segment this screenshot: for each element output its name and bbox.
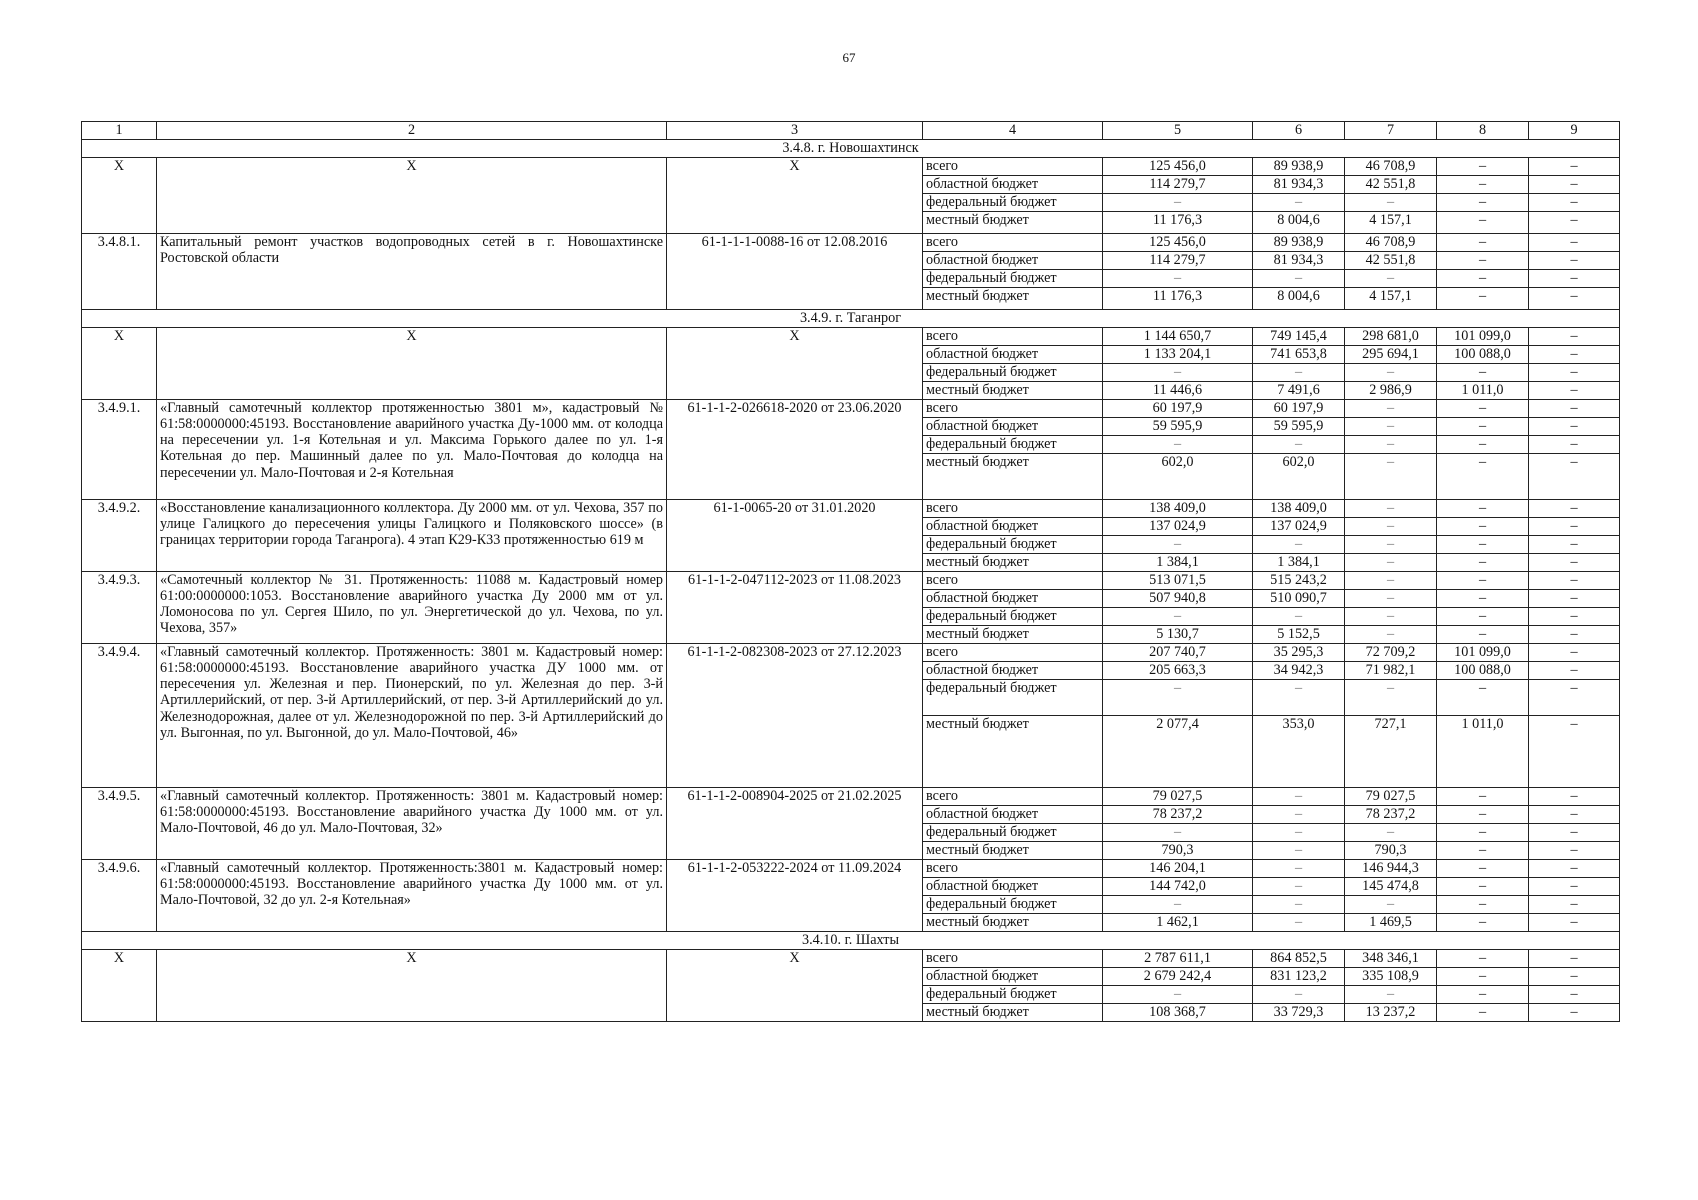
budget-value: – bbox=[1529, 805, 1620, 823]
budget-value: 1 011,0 bbox=[1437, 381, 1529, 399]
budget-value: – bbox=[1437, 211, 1529, 233]
budget-source-label: местный бюджет bbox=[923, 211, 1103, 233]
budget-source-label: областной бюджет bbox=[923, 251, 1103, 269]
budget-value: – bbox=[1253, 805, 1345, 823]
budget-value: – bbox=[1345, 417, 1437, 435]
budget-value: – bbox=[1529, 553, 1620, 571]
budget-value: 348 346,1 bbox=[1345, 949, 1437, 967]
budget-source-label: федеральный бюджет bbox=[923, 607, 1103, 625]
budget-source-label: федеральный бюджет bbox=[923, 363, 1103, 381]
table-row bbox=[82, 643, 1620, 661]
budget-source-label: всего bbox=[923, 327, 1103, 345]
budget-value: – bbox=[1253, 193, 1345, 211]
budget-value: – bbox=[1345, 399, 1437, 417]
column-number-row bbox=[82, 122, 1620, 140]
item-number: X bbox=[82, 949, 157, 1021]
budget-value: – bbox=[1529, 175, 1620, 193]
budget-source-label: областной бюджет bbox=[923, 345, 1103, 363]
budget-value: – bbox=[1529, 363, 1620, 381]
budget-value: 59 595,9 bbox=[1103, 417, 1253, 435]
budget-value: 46 708,9 bbox=[1345, 233, 1437, 251]
item-description: «Главный самотечный коллектор. Протяженность: 3801 м. Кадастровый номер: 61:58:0000000:45193. Восстановление аварийного участка ДУ 1000 мм. от пересечения ул. Железная и пер. Пионерский, по ул. Железная до пер. 3-й Артиллерийский, от пер. 3-й Артиллерийский, от пер. 3-й Артиллерийский до ул. Железнодорожная, далее от ул. Железнодорожной по пер. 3-й Артиллерийский до ул. Выгонная, по ул. Выгонной, до ул. Мало-Почтовой, 46» bbox=[157, 643, 667, 787]
budget-value: – bbox=[1345, 823, 1437, 841]
budget-value: 335 108,9 bbox=[1345, 967, 1437, 985]
budget-value: – bbox=[1345, 553, 1437, 571]
budget-value: – bbox=[1345, 607, 1437, 625]
budget-source-label: всего bbox=[923, 399, 1103, 417]
table-row bbox=[82, 787, 1620, 805]
budget-value: – bbox=[1345, 985, 1437, 1003]
budget-value: – bbox=[1529, 787, 1620, 805]
budget-source-label: федеральный бюджет bbox=[923, 985, 1103, 1003]
budget-value: – bbox=[1529, 607, 1620, 625]
budget-value: 35 295,3 bbox=[1253, 643, 1345, 661]
column-number: 7 bbox=[1345, 122, 1437, 140]
budget-source-label: всего bbox=[923, 157, 1103, 175]
column-number: 8 bbox=[1437, 122, 1529, 140]
budget-value: 79 027,5 bbox=[1345, 787, 1437, 805]
table-row bbox=[82, 859, 1620, 877]
budget-value: – bbox=[1253, 877, 1345, 895]
page-number: 67 bbox=[842, 50, 856, 65]
budget-value: 727,1 bbox=[1345, 715, 1437, 787]
item-number: 3.4.9.4. bbox=[82, 643, 157, 787]
budget-value: – bbox=[1437, 553, 1529, 571]
budget-value: 602,0 bbox=[1103, 453, 1253, 499]
budget-value: – bbox=[1437, 787, 1529, 805]
item-number: 3.4.8.1. bbox=[82, 233, 157, 309]
budget-source-label: всего bbox=[923, 787, 1103, 805]
budget-value: 137 024,9 bbox=[1253, 517, 1345, 535]
budget-source-label: областной бюджет bbox=[923, 417, 1103, 435]
budget-value: 144 742,0 bbox=[1103, 877, 1253, 895]
budget-value: 81 934,3 bbox=[1253, 175, 1345, 193]
budget-value: 298 681,0 bbox=[1345, 327, 1437, 345]
budget-value: – bbox=[1437, 399, 1529, 417]
budget-value: – bbox=[1437, 417, 1529, 435]
budget-value: 89 938,9 bbox=[1253, 157, 1345, 175]
budget-value: – bbox=[1103, 607, 1253, 625]
expertise-code: X bbox=[667, 949, 923, 1021]
budget-value: 72 709,2 bbox=[1345, 643, 1437, 661]
budget-value: – bbox=[1529, 823, 1620, 841]
budget-value: – bbox=[1437, 435, 1529, 453]
budget-value: 5 130,7 bbox=[1103, 625, 1253, 643]
budget-source-label: областной бюджет bbox=[923, 589, 1103, 607]
budget-value: 205 663,3 bbox=[1103, 661, 1253, 679]
budget-value: 864 852,5 bbox=[1253, 949, 1345, 967]
budget-value: – bbox=[1103, 363, 1253, 381]
expertise-code: 61-1-0065-20 от 31.01.2020 bbox=[667, 499, 923, 571]
budget-value: 4 157,1 bbox=[1345, 211, 1437, 233]
budget-source-label: федеральный бюджет bbox=[923, 193, 1103, 211]
budget-value: – bbox=[1437, 859, 1529, 877]
budget-value: 1 384,1 bbox=[1253, 553, 1345, 571]
budget-value: – bbox=[1529, 345, 1620, 363]
table-row bbox=[82, 571, 1620, 589]
column-number: 5 bbox=[1103, 122, 1253, 140]
budget-value: 11 176,3 bbox=[1103, 287, 1253, 309]
budget-value: – bbox=[1529, 589, 1620, 607]
budget-value: 60 197,9 bbox=[1253, 399, 1345, 417]
budget-source-label: всего bbox=[923, 859, 1103, 877]
budget-value: 515 243,2 bbox=[1253, 571, 1345, 589]
item-description: «Главный самотечный коллектор протяженностью 3801 м», кадастровый № 61:58:0000000:45193. Восстановление аварийного участка Ду-1000 мм. от колодца на пересечении ул. 1-я Котельная и ул. Максима Горького далее по ул. 1-я Котельная до пер. Машинный далее по ул. Мало-Почтовая до колодца на пересечении ул. Мало-Почтовая и 2-я Котельная bbox=[157, 399, 667, 499]
budget-value: – bbox=[1529, 913, 1620, 931]
budget-value: 2 986,9 bbox=[1345, 381, 1437, 399]
budget-value: 60 197,9 bbox=[1103, 399, 1253, 417]
budget-value: – bbox=[1529, 877, 1620, 895]
budget-value: – bbox=[1437, 805, 1529, 823]
budget-value: 207 740,7 bbox=[1103, 643, 1253, 661]
budget-source-label: федеральный бюджет bbox=[923, 823, 1103, 841]
budget-value: – bbox=[1529, 571, 1620, 589]
budget-value: 2 077,4 bbox=[1103, 715, 1253, 787]
budget-value: 125 456,0 bbox=[1103, 157, 1253, 175]
item-description: Капитальный ремонт участков водопроводных сетей в г. Новошахтинске Ростовской области bbox=[157, 233, 667, 309]
budget-value: 11 176,3 bbox=[1103, 211, 1253, 233]
budget-value: – bbox=[1529, 841, 1620, 859]
budget-value: 749 145,4 bbox=[1253, 327, 1345, 345]
budget-source-label: местный бюджет bbox=[923, 913, 1103, 931]
column-number: 9 bbox=[1529, 122, 1620, 140]
expertise-code: 61-1-1-2-008904-2025 от 21.02.2025 bbox=[667, 787, 923, 859]
budget-value: – bbox=[1529, 949, 1620, 967]
budget-value: – bbox=[1529, 967, 1620, 985]
budget-value: – bbox=[1253, 859, 1345, 877]
budget-value: – bbox=[1529, 417, 1620, 435]
budget-value: – bbox=[1103, 535, 1253, 553]
budget-value: – bbox=[1529, 895, 1620, 913]
column-number: 6 bbox=[1253, 122, 1345, 140]
budget-value: 59 595,9 bbox=[1253, 417, 1345, 435]
budget-value: 1 469,5 bbox=[1345, 913, 1437, 931]
expertise-code: 61-1-1-2-082308-2023 от 27.12.2023 bbox=[667, 643, 923, 787]
budget-value: 71 982,1 bbox=[1345, 661, 1437, 679]
budget-value: – bbox=[1437, 625, 1529, 643]
budget-value: – bbox=[1345, 571, 1437, 589]
budget-value: – bbox=[1437, 517, 1529, 535]
budget-value: – bbox=[1529, 327, 1620, 345]
budget-value: – bbox=[1253, 787, 1345, 805]
column-number: 4 bbox=[923, 122, 1103, 140]
budget-value: – bbox=[1529, 985, 1620, 1003]
budget-value: – bbox=[1345, 535, 1437, 553]
budget-value: 89 938,9 bbox=[1253, 233, 1345, 251]
budget-value: – bbox=[1529, 381, 1620, 399]
budget-value: – bbox=[1437, 1003, 1529, 1021]
budget-value: – bbox=[1437, 287, 1529, 309]
budget-value: – bbox=[1529, 287, 1620, 309]
budget-value: – bbox=[1253, 679, 1345, 715]
budget-value: – bbox=[1253, 269, 1345, 287]
table-row bbox=[82, 233, 1620, 251]
budget-value: 1 462,1 bbox=[1103, 913, 1253, 931]
budget-value: – bbox=[1529, 517, 1620, 535]
budget-value: 8 004,6 bbox=[1253, 287, 1345, 309]
section-row bbox=[82, 931, 1620, 949]
budget-value: – bbox=[1103, 823, 1253, 841]
budget-value: 790,3 bbox=[1103, 841, 1253, 859]
budget-value: – bbox=[1437, 535, 1529, 553]
budget-source-label: всего bbox=[923, 233, 1103, 251]
budget-source-label: всего bbox=[923, 499, 1103, 517]
budget-value: 108 368,7 bbox=[1103, 1003, 1253, 1021]
budget-value: – bbox=[1437, 913, 1529, 931]
budget-value: 138 409,0 bbox=[1103, 499, 1253, 517]
budget-value: – bbox=[1253, 607, 1345, 625]
item-number: 3.4.9.3. bbox=[82, 571, 157, 643]
budget-value: – bbox=[1529, 535, 1620, 553]
table-row bbox=[82, 157, 1620, 175]
section-row bbox=[82, 139, 1620, 157]
budget-value: – bbox=[1437, 877, 1529, 895]
item-description: X bbox=[157, 327, 667, 399]
budget-source-label: всего bbox=[923, 949, 1103, 967]
item-description: X bbox=[157, 157, 667, 233]
budget-source-label: федеральный бюджет bbox=[923, 679, 1103, 715]
budget-value: 5 152,5 bbox=[1253, 625, 1345, 643]
budget-value: 507 940,8 bbox=[1103, 589, 1253, 607]
budget-value: 1 384,1 bbox=[1103, 553, 1253, 571]
budget-value: – bbox=[1437, 363, 1529, 381]
budget-value: – bbox=[1529, 715, 1620, 787]
budget-value: – bbox=[1103, 985, 1253, 1003]
budget-source-label: местный бюджет bbox=[923, 287, 1103, 309]
budget-source-label: всего bbox=[923, 571, 1103, 589]
budget-value: – bbox=[1345, 517, 1437, 535]
budget-value: 34 942,3 bbox=[1253, 661, 1345, 679]
budget-value: – bbox=[1529, 399, 1620, 417]
budget-value: – bbox=[1437, 269, 1529, 287]
budget-value: 11 446,6 bbox=[1103, 381, 1253, 399]
budget-value: – bbox=[1253, 895, 1345, 913]
section-title: 3.4.10. г. Шахты bbox=[82, 931, 1620, 949]
budget-value: – bbox=[1345, 435, 1437, 453]
budget-source-label: местный бюджет bbox=[923, 715, 1103, 787]
budget-source-label: областной бюджет bbox=[923, 967, 1103, 985]
table-row bbox=[82, 399, 1620, 417]
budget-value: – bbox=[1529, 859, 1620, 877]
budget-source-label: местный бюджет bbox=[923, 553, 1103, 571]
expertise-code: 61-1-1-2-047112-2023 от 11.08.2023 bbox=[667, 571, 923, 643]
item-description: «Восстановление канализационного коллектора. Ду 2000 мм. от ул. Чехова, 357 по улице Галицкого до пересечения улицы Галицкого и Поляковского шоссе» (в границах территории города Таганрога). 4 этап К29-К33 протяженностью 619 м bbox=[157, 499, 667, 571]
item-description: «Самотечный коллектор № 31. Протяженность: 11088 м. Кадастровый номер 61:00:0000000:1053. Восстановление аварийного участка Ду 2000 мм от ул. Ломоносова по ул. Сергея Шило, по ул. Энергетической до ул. Чехова, по ул. Чехова, 357» bbox=[157, 571, 667, 643]
budget-value: 137 024,9 bbox=[1103, 517, 1253, 535]
budget-value: – bbox=[1437, 967, 1529, 985]
budget-value: – bbox=[1345, 679, 1437, 715]
budget-value: – bbox=[1437, 499, 1529, 517]
budget-value: 125 456,0 bbox=[1103, 233, 1253, 251]
budget-value: – bbox=[1253, 985, 1345, 1003]
budget-value: 1 144 650,7 bbox=[1103, 327, 1253, 345]
budget-value: 1 133 204,1 bbox=[1103, 345, 1253, 363]
budget-source-label: федеральный бюджет bbox=[923, 895, 1103, 913]
budget-value: – bbox=[1529, 211, 1620, 233]
budget-value: – bbox=[1437, 679, 1529, 715]
budget-value: – bbox=[1529, 193, 1620, 211]
budget-value: 79 027,5 bbox=[1103, 787, 1253, 805]
budget-source-label: местный бюджет bbox=[923, 381, 1103, 399]
budget-value: – bbox=[1103, 895, 1253, 913]
budget-value: – bbox=[1529, 233, 1620, 251]
budget-value: 2 679 242,4 bbox=[1103, 967, 1253, 985]
expertise-code: X bbox=[667, 327, 923, 399]
budget-value: – bbox=[1529, 435, 1620, 453]
budget-value: – bbox=[1437, 823, 1529, 841]
budget-value: 100 088,0 bbox=[1437, 345, 1529, 363]
budget-value: – bbox=[1529, 499, 1620, 517]
expertise-code: 61-1-1-1-0088-16 от 12.08.2016 bbox=[667, 233, 923, 309]
budget-value: 790,3 bbox=[1345, 841, 1437, 859]
budget-value: 831 123,2 bbox=[1253, 967, 1345, 985]
expertise-code: X bbox=[667, 157, 923, 233]
budget-source-label: областной бюджет bbox=[923, 805, 1103, 823]
budget-value: 101 099,0 bbox=[1437, 327, 1529, 345]
budget-source-label: всего bbox=[923, 643, 1103, 661]
budget-value: – bbox=[1345, 193, 1437, 211]
budget-value: – bbox=[1345, 499, 1437, 517]
section-title: 3.4.8. г. Новошахтинск bbox=[82, 139, 1620, 157]
budget-source-label: местный бюджет bbox=[923, 625, 1103, 643]
budget-value: – bbox=[1529, 157, 1620, 175]
budget-source-label: федеральный бюджет bbox=[923, 535, 1103, 553]
budget-value: 7 491,6 bbox=[1253, 381, 1345, 399]
item-number: 3.4.9.1. bbox=[82, 399, 157, 499]
budget-value: 78 237,2 bbox=[1345, 805, 1437, 823]
budget-value: – bbox=[1437, 157, 1529, 175]
budget-source-label: областной бюджет bbox=[923, 517, 1103, 535]
budget-source-label: федеральный бюджет bbox=[923, 269, 1103, 287]
budget-value: – bbox=[1103, 269, 1253, 287]
budget-value: – bbox=[1529, 643, 1620, 661]
budget-value: 146 944,3 bbox=[1345, 859, 1437, 877]
budget-value: 78 237,2 bbox=[1103, 805, 1253, 823]
budget-value: 1 011,0 bbox=[1437, 715, 1529, 787]
budget-value: – bbox=[1437, 251, 1529, 269]
budget-source-label: областной бюджет bbox=[923, 661, 1103, 679]
budget-value: 138 409,0 bbox=[1253, 499, 1345, 517]
budget-value: 295 694,1 bbox=[1345, 345, 1437, 363]
budget-value: – bbox=[1253, 435, 1345, 453]
budget-value: – bbox=[1253, 841, 1345, 859]
budget-value: 81 934,3 bbox=[1253, 251, 1345, 269]
budget-value: – bbox=[1529, 251, 1620, 269]
budget-value: 741 653,8 bbox=[1253, 345, 1345, 363]
budget-value: – bbox=[1437, 841, 1529, 859]
budget-value: 353,0 bbox=[1253, 715, 1345, 787]
item-number: 3.4.9.2. bbox=[82, 499, 157, 571]
budget-value: – bbox=[1253, 913, 1345, 931]
budget-value: – bbox=[1345, 269, 1437, 287]
budget-value: – bbox=[1437, 571, 1529, 589]
budget-value: 33 729,3 bbox=[1253, 1003, 1345, 1021]
budget-source-label: местный бюджет bbox=[923, 841, 1103, 859]
budget-value: 100 088,0 bbox=[1437, 661, 1529, 679]
budget-value: – bbox=[1253, 823, 1345, 841]
budget-value: – bbox=[1529, 453, 1620, 499]
budget-value: 4 157,1 bbox=[1345, 287, 1437, 309]
table-row bbox=[82, 327, 1620, 345]
budget-value: – bbox=[1437, 895, 1529, 913]
budget-value: – bbox=[1345, 625, 1437, 643]
budget-value: – bbox=[1529, 679, 1620, 715]
section-row bbox=[82, 309, 1620, 327]
budget-value: 114 279,7 bbox=[1103, 251, 1253, 269]
column-number: 3 bbox=[667, 122, 923, 140]
budget-value: – bbox=[1437, 193, 1529, 211]
table-row bbox=[82, 499, 1620, 517]
budget-value: – bbox=[1529, 1003, 1620, 1021]
budget-table bbox=[81, 121, 1620, 1022]
budget-value: 13 237,2 bbox=[1345, 1003, 1437, 1021]
item-number: 3.4.9.5. bbox=[82, 787, 157, 859]
budget-source-label: федеральный бюджет bbox=[923, 435, 1103, 453]
budget-value: – bbox=[1103, 193, 1253, 211]
budget-value: – bbox=[1529, 625, 1620, 643]
expertise-code: 61-1-1-2-026618-2020 от 23.06.2020 bbox=[667, 399, 923, 499]
budget-value: – bbox=[1437, 985, 1529, 1003]
item-description: X bbox=[157, 949, 667, 1021]
item-number: X bbox=[82, 327, 157, 399]
budget-value: – bbox=[1437, 233, 1529, 251]
budget-value: 2 787 611,1 bbox=[1103, 949, 1253, 967]
budget-value: – bbox=[1253, 363, 1345, 381]
budget-value: – bbox=[1103, 435, 1253, 453]
budget-value: – bbox=[1345, 453, 1437, 499]
budget-value: – bbox=[1345, 589, 1437, 607]
budget-value: 8 004,6 bbox=[1253, 211, 1345, 233]
table-body bbox=[82, 122, 1620, 1022]
table-row bbox=[82, 949, 1620, 967]
budget-value: – bbox=[1437, 453, 1529, 499]
budget-source-label: местный бюджет bbox=[923, 453, 1103, 499]
column-number: 2 bbox=[157, 122, 667, 140]
budget-value: 42 551,8 bbox=[1345, 251, 1437, 269]
section-title: 3.4.9. г. Таганрог bbox=[82, 309, 1620, 327]
item-description: «Главный самотечный коллектор. Протяженность: 3801 м. Кадастровый номер: 61:58:0000000:45193. Восстановление аварийного участка Ду 1000 мм. от ул. Мало-Почтовой, 46 до ул. Мало-Почтовая, 32» bbox=[157, 787, 667, 859]
budget-source-label: областной бюджет bbox=[923, 877, 1103, 895]
budget-value: 513 071,5 bbox=[1103, 571, 1253, 589]
item-number: 3.4.9.6. bbox=[82, 859, 157, 931]
budget-value: 602,0 bbox=[1253, 453, 1345, 499]
budget-value: – bbox=[1529, 269, 1620, 287]
budget-value: – bbox=[1437, 589, 1529, 607]
budget-value: 101 099,0 bbox=[1437, 643, 1529, 661]
budget-value: – bbox=[1253, 535, 1345, 553]
item-description: «Главный самотечный коллектор. Протяженность:3801 м. Кадастровый номер: 61:58:0000000:45193. Восстановление аварийного участка Ду 1000 мм. от ул. Мало-Почтовой, 32 до ул. 2-я Котельная» bbox=[157, 859, 667, 931]
budget-source-label: местный бюджет bbox=[923, 1003, 1103, 1021]
expertise-code: 61-1-1-2-053222-2024 от 11.09.2024 bbox=[667, 859, 923, 931]
budget-value: – bbox=[1345, 363, 1437, 381]
budget-value: 145 474,8 bbox=[1345, 877, 1437, 895]
budget-value: – bbox=[1437, 949, 1529, 967]
budget-value: 510 090,7 bbox=[1253, 589, 1345, 607]
budget-value: – bbox=[1345, 895, 1437, 913]
budget-source-label: областной бюджет bbox=[923, 175, 1103, 193]
budget-value: 42 551,8 bbox=[1345, 175, 1437, 193]
budget-value: 146 204,1 bbox=[1103, 859, 1253, 877]
item-number: X bbox=[82, 157, 157, 233]
budget-value: – bbox=[1103, 679, 1253, 715]
budget-value: 46 708,9 bbox=[1345, 157, 1437, 175]
column-number: 1 bbox=[82, 122, 157, 140]
budget-value: 114 279,7 bbox=[1103, 175, 1253, 193]
budget-value: – bbox=[1437, 175, 1529, 193]
budget-value: – bbox=[1529, 661, 1620, 679]
budget-value: – bbox=[1437, 607, 1529, 625]
